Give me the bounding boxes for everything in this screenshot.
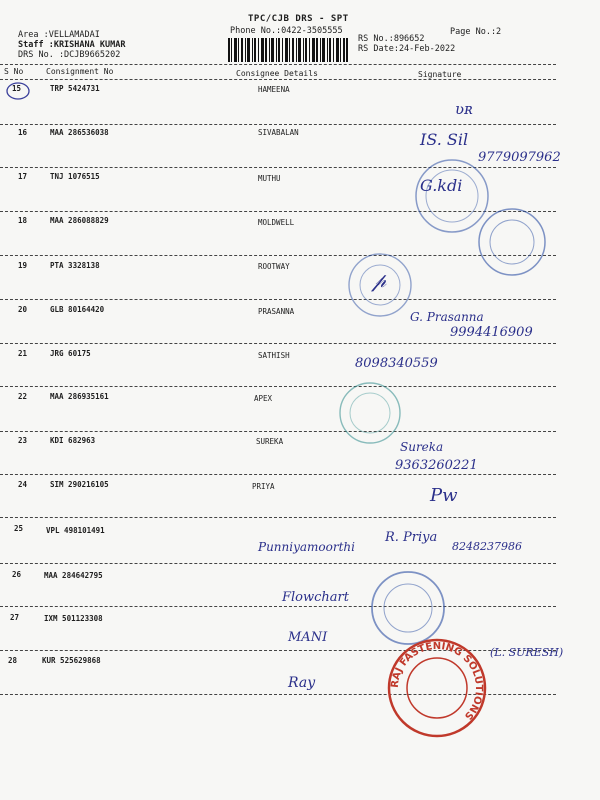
red-company-seal: [385, 636, 489, 740]
handwritten-name: Flowchart: [282, 590, 349, 605]
signature-row-24: Pw: [430, 485, 458, 506]
row-sno: 16: [18, 128, 28, 137]
row-sno: 20: [18, 305, 28, 314]
row-consignment: PTA 3328138: [50, 261, 100, 270]
row-divider: [0, 606, 556, 607]
row-divider: [0, 299, 556, 300]
row-divider: [0, 255, 556, 256]
row-consignee: PRIYA: [252, 482, 275, 491]
row-consignment: MAA 286536038: [50, 128, 109, 137]
row-divider: [0, 517, 556, 518]
handwritten-phone: 9779097962: [478, 150, 561, 165]
row-consignment: TRP 5424731: [50, 84, 100, 93]
row-sno: 23: [18, 436, 28, 445]
row-consignee: PRASANNA: [258, 307, 295, 316]
rs-number: RS No.:896652: [358, 34, 425, 44]
row-consignee: ROOTWAY: [258, 262, 290, 271]
row-consignment: IXM 501123308: [44, 614, 103, 623]
row-consignment: MAA 286935161: [50, 392, 109, 401]
row-consignee: SIVABALAN: [258, 128, 299, 137]
row-consignee: SATHISH: [258, 351, 290, 360]
row-consignment: JRG 60175: [50, 349, 91, 358]
handwritten-name: R. Priya: [385, 530, 438, 545]
row-sno: 25: [14, 524, 24, 533]
row-consignment: KDI 682963: [50, 436, 96, 445]
row-sno: 26: [12, 570, 22, 579]
handwritten-name: Sureka: [400, 440, 444, 454]
row-consignment: SIM 290216105: [50, 480, 109, 489]
row-consignee: APEX: [254, 394, 273, 403]
row-sno: 22: [18, 392, 28, 401]
row-divider: [0, 386, 556, 387]
col-consignee: Consignee Details: [236, 69, 318, 78]
handwritten-phone: 8248237986: [452, 540, 522, 553]
row-consignment: GLB 80164420: [50, 305, 105, 314]
row-sno: 17: [18, 172, 28, 181]
row-consignee: SUREKA: [256, 437, 284, 446]
circled-number-mark: [4, 80, 34, 102]
handwritten-name: Punniyamoorthi: [258, 540, 355, 554]
row-sno: 19: [18, 261, 28, 270]
svg-text:RAJ FASTENING SOLUTIONS: RAJ FASTENING SOLUTIONS: [389, 640, 485, 722]
row-consignment: MAA 286088829: [50, 216, 109, 225]
signature-row-17: G.kdi: [420, 176, 463, 195]
handwritten-phone: 9363260221: [395, 458, 478, 473]
document-title: TPC/CJB DRS - SPT: [248, 14, 349, 24]
row-consignment: KUR 525629868: [42, 656, 101, 665]
row-sno: 21: [18, 349, 28, 358]
row-sno: 27: [10, 613, 20, 622]
handwritten-name: Ray: [288, 675, 316, 691]
row-consignee: MOLDWELL: [258, 218, 295, 227]
row-consignee: MUTHU: [258, 174, 281, 183]
handwritten-phone: 9994416909: [450, 325, 533, 340]
blue-round-stamp: [475, 205, 549, 279]
drs-number: DRS No. :DCJB9665202: [18, 50, 121, 60]
row-sno: 18: [18, 216, 28, 225]
handwritten-name: MANI: [288, 630, 328, 645]
barcode-image: [228, 38, 348, 62]
col-sno: S No: [4, 67, 24, 76]
row-sno: 15: [12, 84, 22, 93]
signature-row-19: 𝓅: [372, 268, 387, 292]
header-rule-bottom: [0, 79, 556, 80]
page-number: Page No.:2: [450, 27, 502, 37]
row-consignee: HAMEENA: [258, 85, 290, 94]
header-rule-top: [0, 64, 556, 65]
handwritten-phone: 8098340559: [355, 356, 438, 371]
col-consignment: Consignment No: [46, 67, 114, 76]
phone-number: Phone No.:0422-3505555: [230, 26, 343, 36]
staff-label: Staff :KRISHANA KUMAR: [18, 40, 126, 50]
row-divider: [0, 431, 556, 432]
row-consignment: VPL 498101491: [46, 526, 105, 535]
row-divider: [0, 343, 556, 344]
row-sno: 24: [18, 480, 28, 489]
area-label: Area :VELLAMADAI: [18, 30, 100, 40]
handwritten-name: (L. SURESH): [490, 646, 564, 659]
row-divider: [0, 124, 556, 125]
rs-date: RS Date:24-Feb-2022: [358, 44, 456, 54]
row-consignment: MAA 284642795: [44, 571, 103, 580]
row-consignment: TNJ 1076515: [50, 172, 100, 181]
row-divider: [0, 474, 556, 475]
handwritten-name: IS. Sil: [420, 130, 469, 149]
handwritten-name: G. Prasanna: [410, 310, 484, 324]
signature-row-15: ʋʀ: [455, 100, 473, 118]
teal-round-stamp: [335, 378, 405, 448]
col-signature: Signature: [418, 70, 462, 79]
blue-round-stamp: [345, 250, 415, 320]
row-sno: 28: [8, 656, 18, 665]
row-divider: [0, 563, 556, 564]
